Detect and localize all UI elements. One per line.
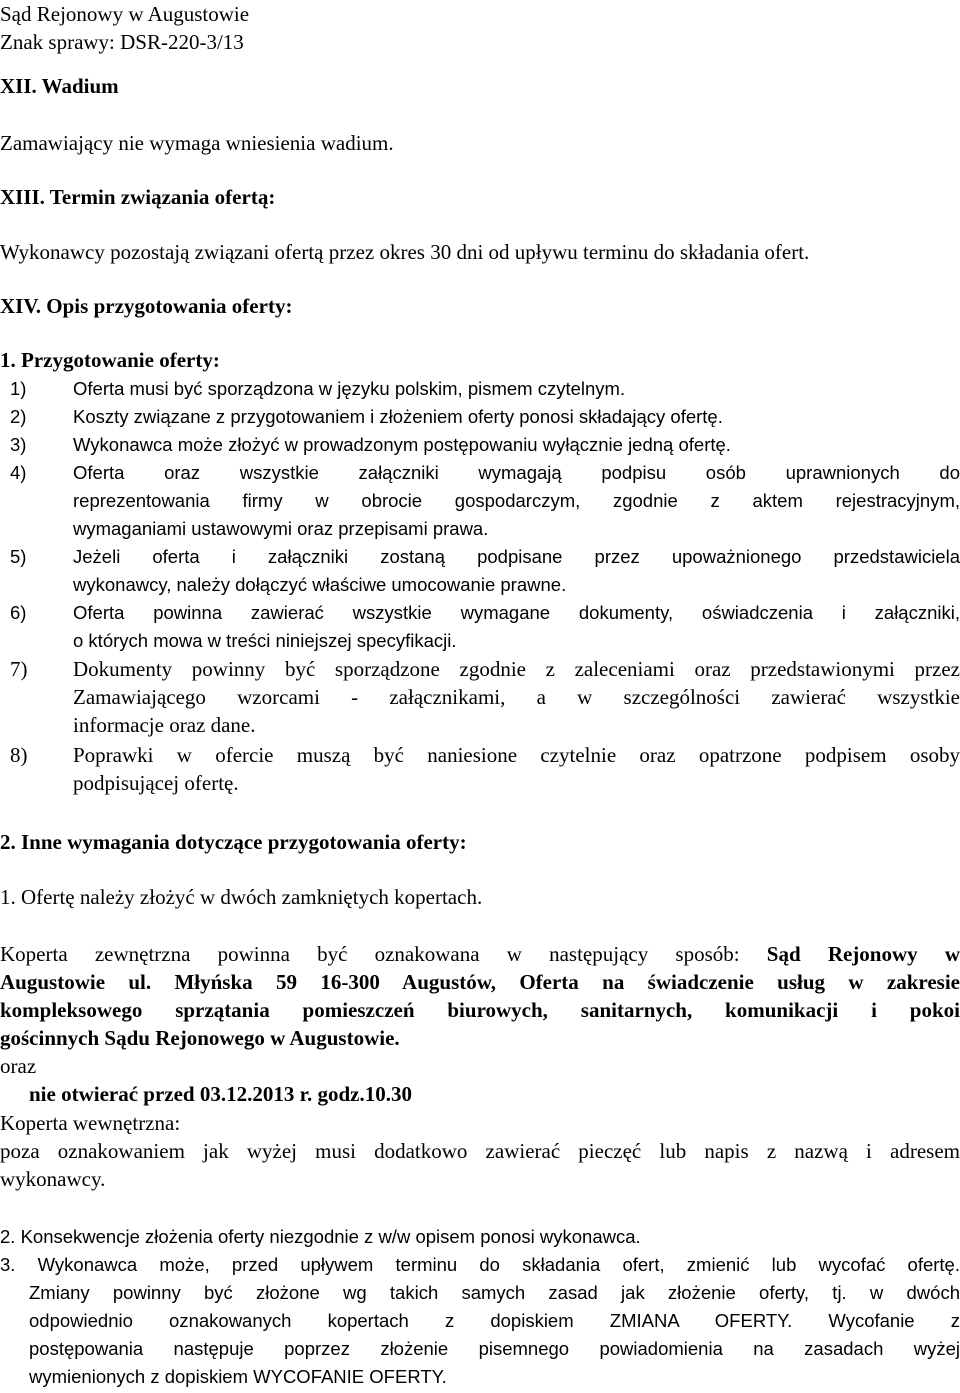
list-item-number: 5) xyxy=(10,546,27,567)
outer-envelope-address-start: Sąd Rejonowy w xyxy=(766,942,960,966)
point-3-line: Zmiany powinny być złożone wg takich samych zasad jak złożenie oferty, tj. w dwóch xyxy=(29,1282,960,1303)
list-item-text: Zamawiającego wzorcami - załącznikami, a w szczególności zawierać wszystkie xyxy=(73,685,960,709)
point-3-block xyxy=(0,1251,960,1391)
list-item-text: Oferta oraz wszystkie załączniki wymagają podpisu osób uprawnionych do xyxy=(73,462,960,483)
outer-envelope-label: Koperta zewnętrzna powinna być oznakowana w następujący sposób: xyxy=(0,942,740,966)
inner-envelope-line: poza oznakowaniem jak wyżej musi dodatkowo zawierać pieczęć lub napis z nazwą i adresem xyxy=(0,1139,960,1163)
list-item-text: Poprawki w ofercie muszą być naniesione czytelnie oraz opatrzone podpisem osoby xyxy=(73,743,960,767)
subsection-1-title: 1. Przygotowanie oferty: xyxy=(0,348,220,372)
point-3-line: odpowiednio oznakowanych kopertach z dopiskiem ZMIANA OFERTY. Wycofanie z xyxy=(29,1310,960,1331)
inner-envelope-title: Koperta wewnętrzna: xyxy=(0,1111,181,1135)
point-3-line: wymienionych z dopiskiem WYCOFANIE OFERTY. xyxy=(29,1366,447,1387)
inner-envelope-block xyxy=(0,1109,960,1193)
list-item-number: 2) xyxy=(10,406,27,427)
point-3-line: postępowania następuje poprzez złożenie pisemnego powiadomienia na zasadach wyżej xyxy=(29,1338,960,1359)
oraz-text: oraz xyxy=(0,1054,37,1078)
list-item-text: reprezentowania firmy w obrocie gospodarczym, zgodnie z aktem rejestracyjnym, xyxy=(73,490,960,511)
list-item-number: 7) xyxy=(10,657,28,681)
list-item-text: Oferta powinna zawierać wszystkie wymagane dokumenty, oświadczenia i załączniki, xyxy=(73,602,960,623)
outer-envelope-line: gościnnych Sądu Rejonowego w Augustowie. xyxy=(0,1026,400,1050)
point-2-text: 2. Konsekwencje złożenia oferty niezgodnie z w/w opisem ponosi wykonawca. xyxy=(0,1226,641,1247)
do-not-open-notice: nie otwierać przed 03.12.2013 r. godz.10.30 xyxy=(29,1082,413,1106)
outer-envelope-block xyxy=(0,940,960,1108)
outer-envelope-line: Augustowie ul. Młyńska 59 16-300 Augustów, Oferta na świadczenie usług w zakresie xyxy=(0,970,960,994)
list-item-number: 6) xyxy=(10,602,27,623)
list-item-text: wymaganiami ustawowymi oraz przepisami prawa. xyxy=(73,518,489,539)
subsection-2-item-1: 1. Ofertę należy złożyć w dwóch zamkniętych kopertach. xyxy=(0,885,483,909)
section-12-text: Zamawiający nie wymaga wniesienia wadium. xyxy=(0,131,394,155)
list-item-number: 8) xyxy=(10,743,28,767)
list-item-text: o których mowa w treści niniejszej specyfikacji. xyxy=(73,630,457,651)
list-item-text: Oferta musi być sporządzona w języku polskim, pismem czytelnym. xyxy=(73,378,626,399)
section-13-title: XIII. Termin związania ofertą: xyxy=(0,185,276,209)
case-reference: Znak sprawy: DSR-220-3/13 xyxy=(0,30,244,54)
section-13-text: Wykonawcy pozostają związani ofertą przez okres 30 dni od upływu terminu do składania ofert. xyxy=(0,240,810,264)
list-item-text: informacje oraz dane. xyxy=(73,713,256,737)
list-item-number: 4) xyxy=(10,462,27,483)
inner-envelope-line: wykonawcy. xyxy=(0,1167,106,1191)
list-item-text: wykonawcy, należy dołączyć właściwe umocowanie prawne. xyxy=(73,574,567,595)
list-item-number: 3) xyxy=(10,434,27,455)
court-name: Sąd Rejonowy w Augustowie xyxy=(0,2,250,26)
list-item-text: Wykonawca może złożyć w prowadzonym postępowaniu wyłącznie jedną ofertę. xyxy=(73,434,731,455)
list-item-text: Jeżeli oferta i załączniki zostaną podpisane przez upoważnionego przedstawiciela xyxy=(73,546,960,567)
section-14-title: XIV. Opis przygotowania oferty: xyxy=(0,294,293,318)
list-item-text: podpisującej ofertę. xyxy=(73,771,239,795)
outer-envelope-line: kompleksowego sprzątania pomieszczeń biurowych, sanitarnych, komunikacji i pokoi xyxy=(0,998,960,1022)
subsection-2-title: 2. Inne wymagania dotyczące przygotowania oferty: xyxy=(0,830,467,854)
section-12-title: XII. Wadium xyxy=(0,74,119,98)
list-item-text: Dokumenty powinny być sporządzone zgodnie z zaleceniami oraz przedstawionymi przez xyxy=(73,657,960,681)
point-3-line: 3. Wykonawca może, przed upływem terminu do składania ofert, zmienić lub wycofać ofertę. xyxy=(0,1254,960,1275)
list-item-text: Koszty związane z przygotowaniem i złożeniem oferty ponosi składający ofertę. xyxy=(73,406,723,427)
list-item-number: 1) xyxy=(10,378,27,399)
